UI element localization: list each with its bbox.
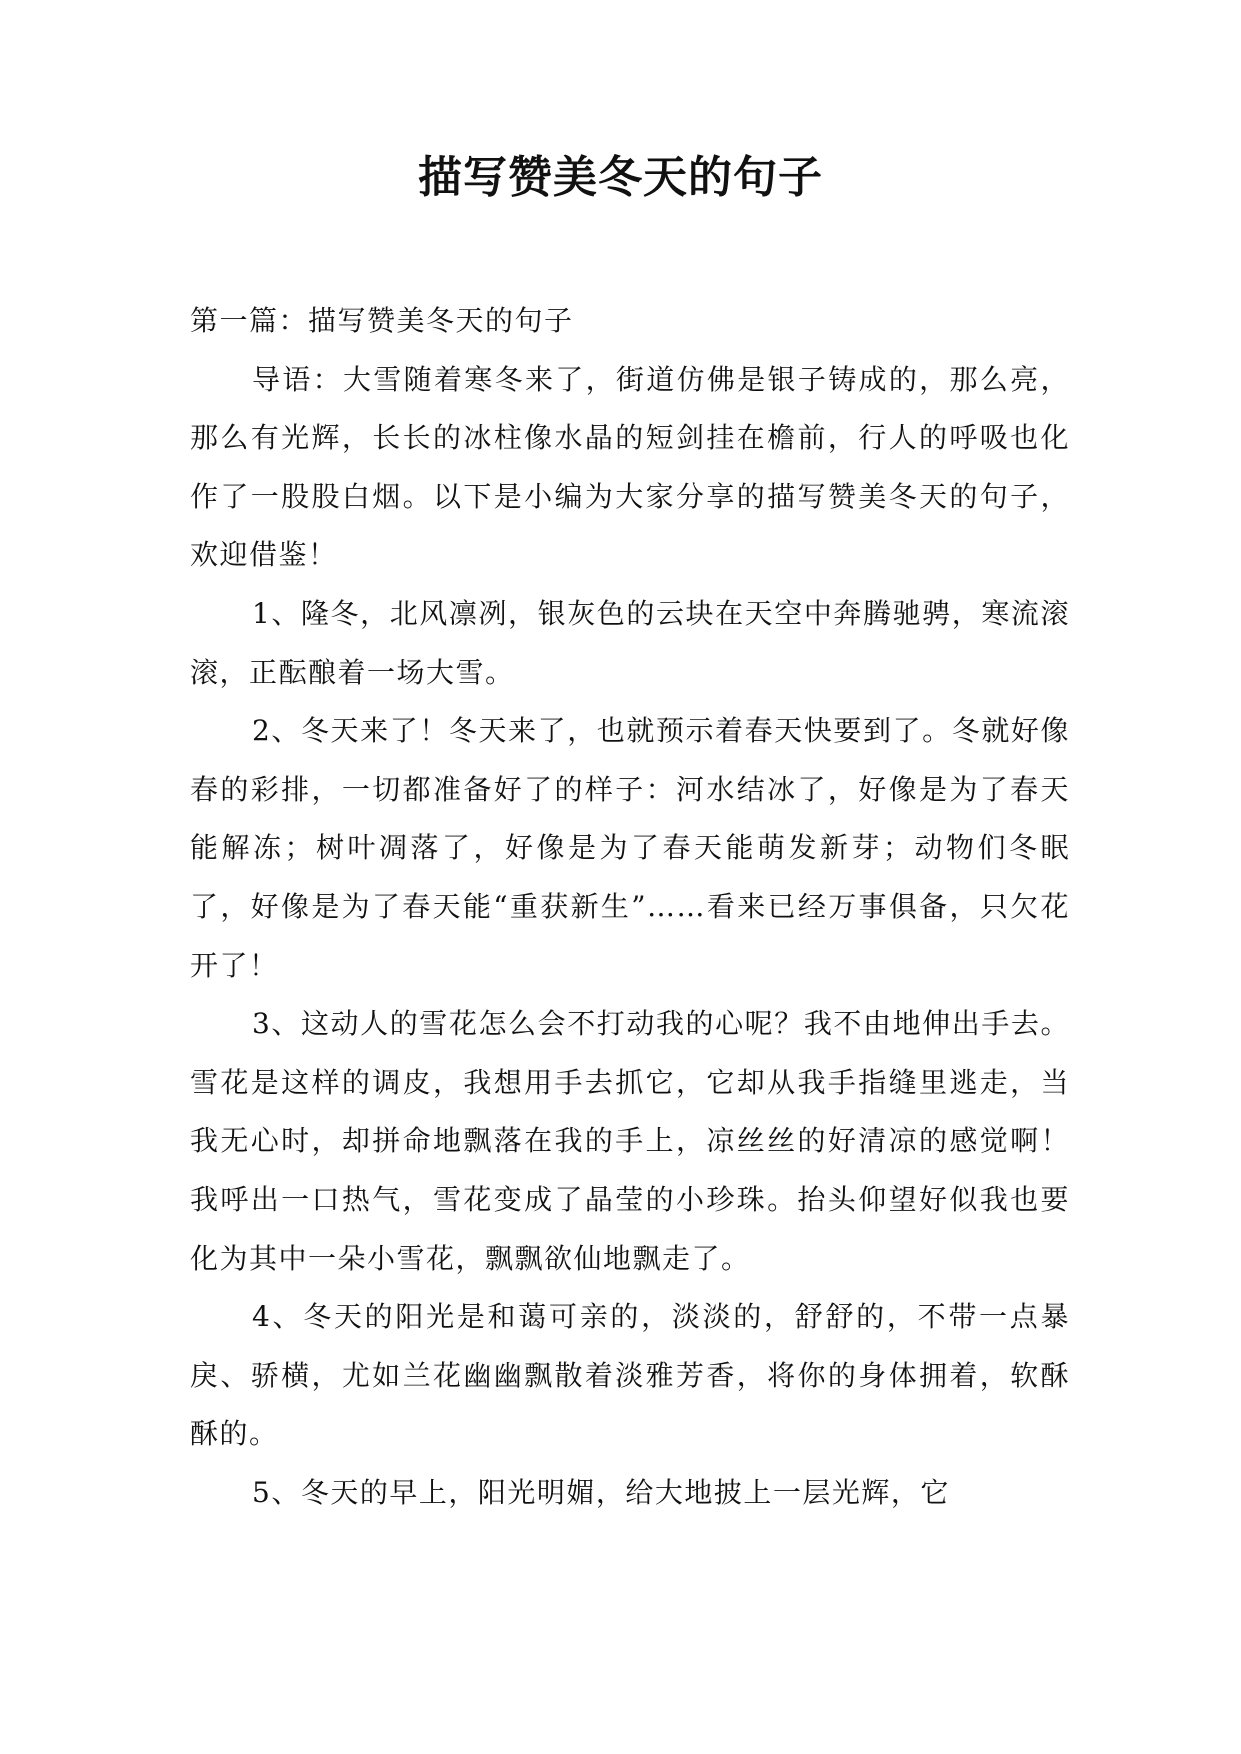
paragraph-2: 2、冬天来了！冬天来了，也就预示着春天快要到了。冬就好像春的彩排，一切都准备好了的样子：河水结冰了，好像是为了春天能解冻；树叶凋落了，好像是为了春天能萌发新芽；动物们冬眠了，好像是为了春天能“重获新生”……看来已经万事俱备，只欠花开了！: [190, 714, 1070, 982]
paragraph-intro: 导语：大雪随着寒冬来了，街道仿佛是银子铸成的，那么亮，那么有光辉，长长的冰柱像水晶的短剑挂在檐前，行人的呼吸也化作了一股股白烟。以下是小编为大家分享的描写赞美冬天的句子，欢迎借鉴！: [190, 362, 1070, 572]
paragraph-1: 1、隆冬，北风凛冽，银灰色的云块在天空中奔腾驰骋，寒流滚滚，正酝酿着一场大雪。: [190, 596, 1070, 689]
section-heading: 第一篇：描写赞美冬天的句子: [190, 304, 574, 337]
paragraph-4: 4、冬天的阳光是和蔼可亲的，淡淡的，舒舒的，不带一点暴戾、骄横，尤如兰花幽幽飘散着淡雅芳香，将你的身体拥着，软酥酥的。: [190, 1300, 1070, 1451]
document-body: [190, 292, 1070, 1522]
paragraph-3: 3、这动人的雪花怎么会不打动我的心呢？我不由地伸出手去。雪花是这样的调皮，我想用手去抓它，它却从我手指缝里逃走，当我无心时，却拼命地飘落在我的手上，凉丝丝的好清凉的感觉啊！我呼出一口热气，雪花变成了晶莹的小珍珠。抬头仰望好似我也要化为其中一朵小雪花，飘飘欲仙地飘走了。: [190, 1007, 1070, 1275]
paragraph-5: 5、冬天的早上，阳光明媚，给大地披上一层光辉，它: [252, 1475, 950, 1509]
document-title: 描写赞美冬天的句子: [418, 152, 823, 203]
